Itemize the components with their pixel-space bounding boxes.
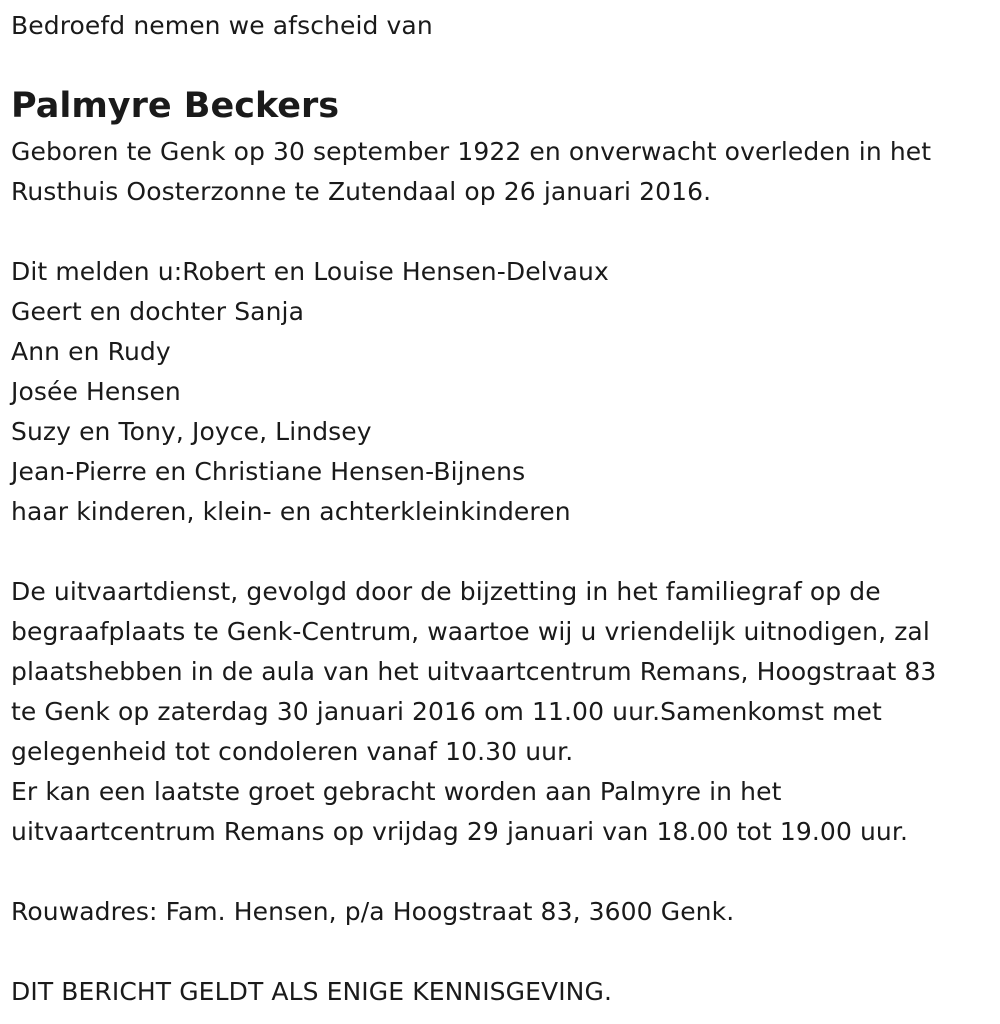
service-paragraph — [11, 572, 996, 852]
intro-text: Bedroefd nemen we afscheid van — [11, 11, 433, 40]
spacer — [11, 932, 996, 972]
family-list — [11, 252, 996, 532]
family-line: Josée Hensen — [11, 377, 181, 406]
birth-death-line: Geboren te Genk op 30 september 1922 en onverwacht overleden in het — [11, 137, 932, 166]
notice-text: DIT BERICHT GELDT ALS ENIGE KENNISGEVING. — [11, 977, 612, 1006]
family-line: Geert en dochter Sanja — [11, 297, 304, 326]
deceased-name: Palmyre Beckers — [11, 86, 340, 126]
service-line: te Genk op zaterdag 30 januari 2016 om 11.00 uur.Samenkomst met — [11, 697, 882, 726]
spacer — [11, 852, 996, 892]
family-line: haar kinderen, klein- en achterkleinkinderen — [11, 497, 571, 526]
family-line: Ann en Rudy — [11, 337, 171, 366]
family-line: Dit melden u:Robert en Louise Hensen-Delvaux — [11, 257, 609, 286]
service-line: gelegenheid tot condoleren vanaf 10.30 uur. — [11, 737, 574, 766]
birth-death-paragraph — [11, 132, 996, 212]
family-line: Suzy en Tony, Joyce, Lindsey — [11, 417, 372, 446]
service-line: begraafplaats te Genk-Centrum, waartoe wij u vriendelijk uitnodigen, zal — [11, 617, 930, 646]
service-line: plaatshebben in de aula van het uitvaartcentrum Remans, Hoogstraat 83 — [11, 657, 937, 686]
service-line: Er kan een laatste groet gebracht worden aan Palmyre in het — [11, 777, 782, 806]
family-line: Jean-Pierre en Christiane Hensen-Bijnens — [11, 457, 526, 486]
birth-death-line: Rusthuis Oosterzonne te Zutendaal op 26 januari 2016. — [11, 177, 712, 206]
spacer — [11, 532, 996, 572]
spacer — [11, 212, 996, 252]
service-line: De uitvaartdienst, gevolgd door de bijzetting in het familiegraf op de — [11, 577, 881, 606]
mourning-address: Rouwadres: Fam. Hensen, p/a Hoogstraat 83, 3600 Genk. — [11, 897, 735, 926]
death-notice — [11, 6, 996, 1012]
service-line: uitvaartcentrum Remans op vrijdag 29 januari van 18.00 tot 19.00 uur. — [11, 817, 909, 846]
